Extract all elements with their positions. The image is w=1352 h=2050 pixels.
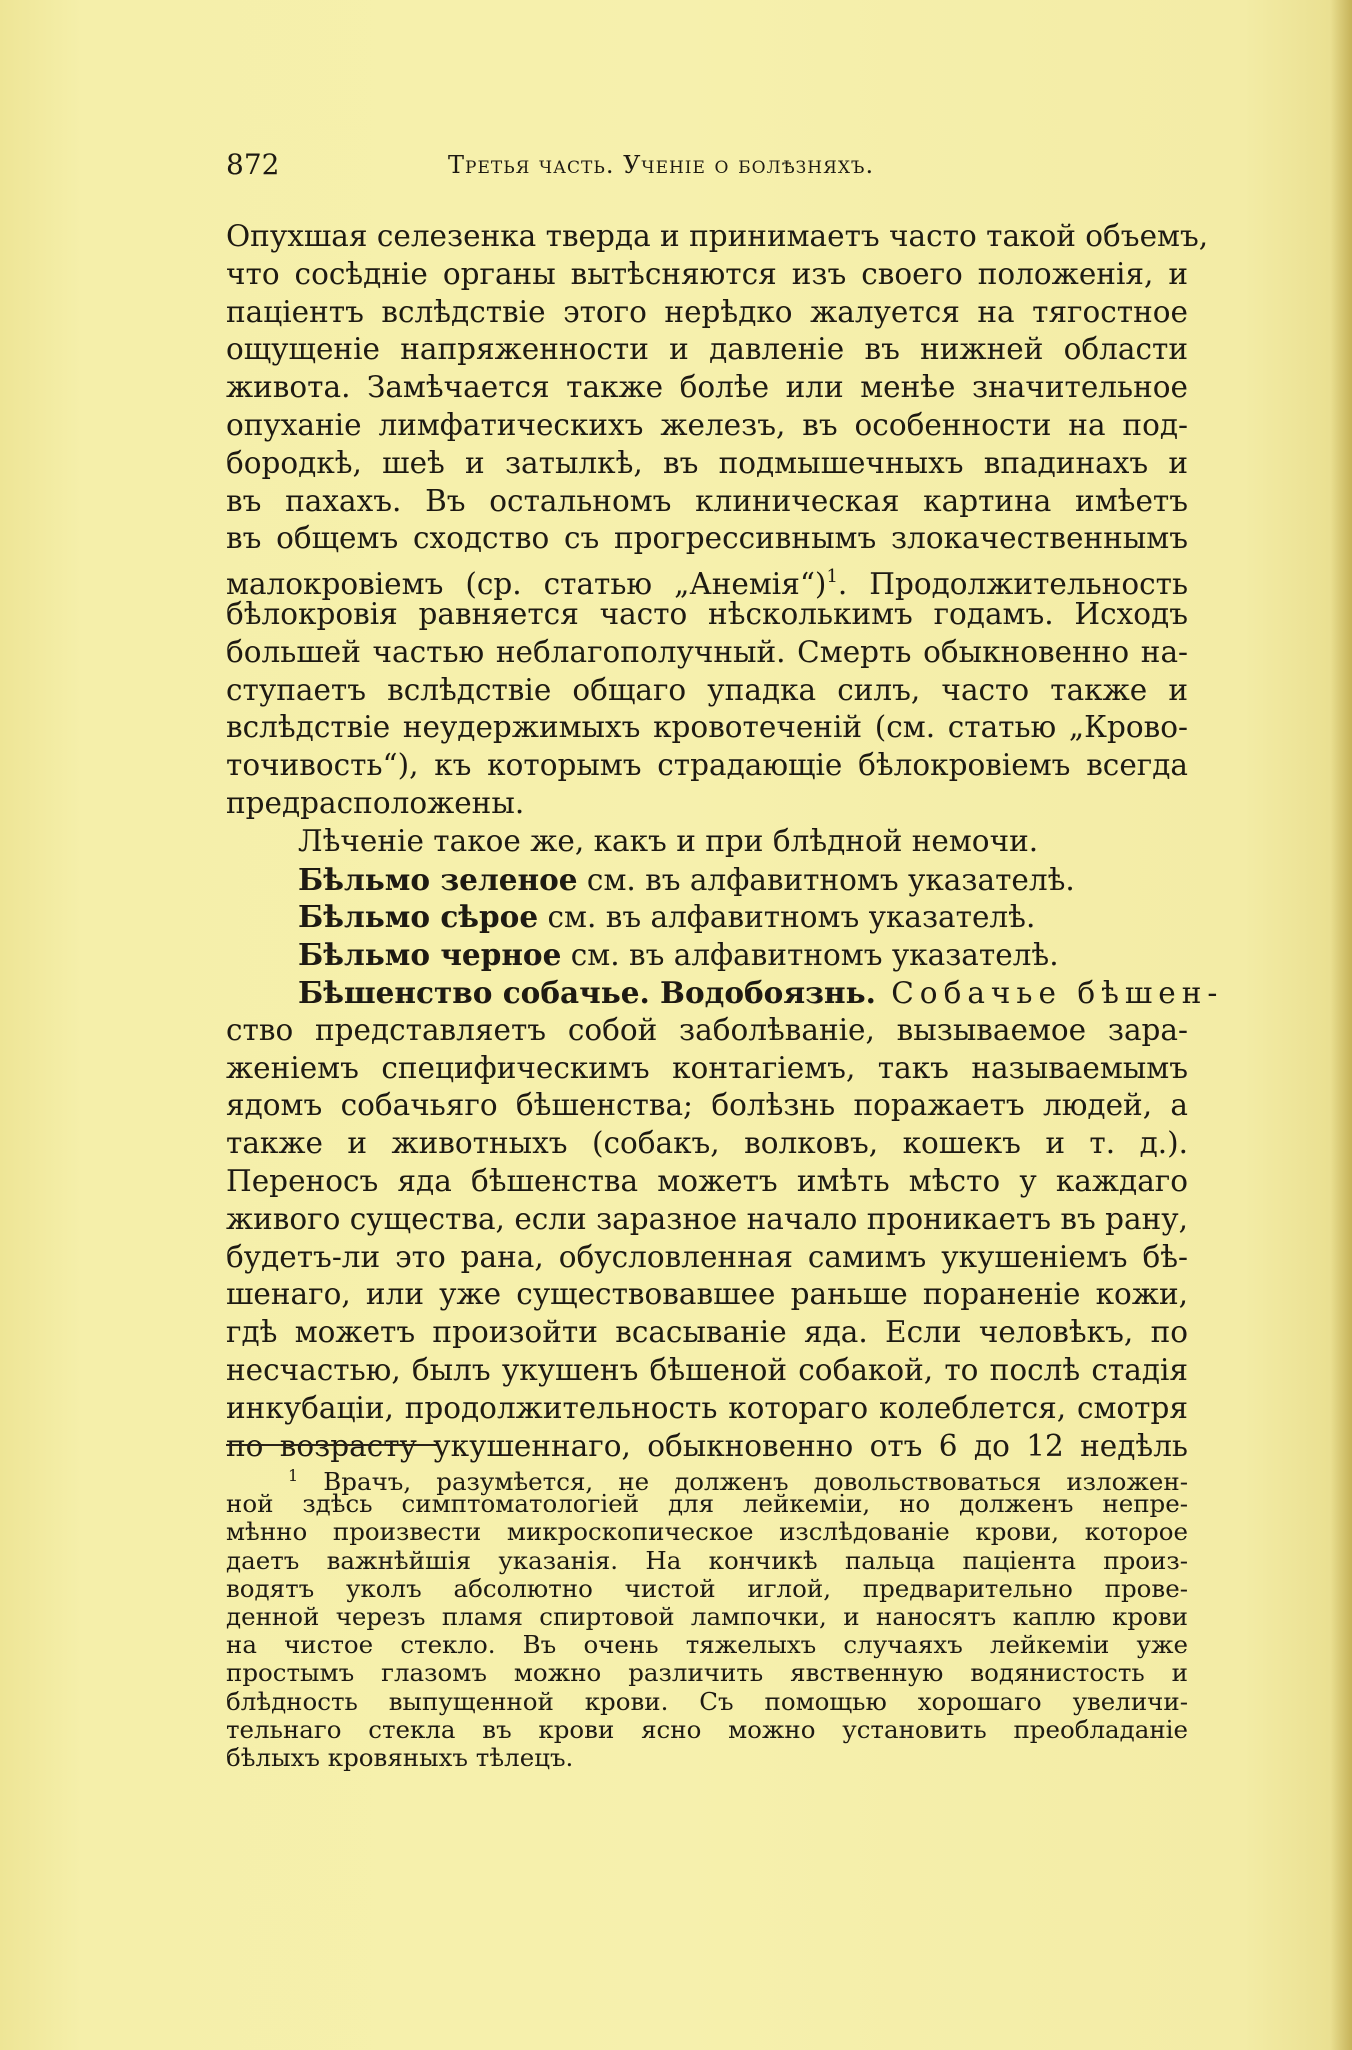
footnote-line: тельнаго стекла въ крови ясно можно установить преобладаніе bbox=[226, 1714, 1188, 1744]
text-line: ступаетъ вслѣдствіе общаго упадка силъ, часто также и bbox=[226, 672, 1188, 707]
text-line: шенаго, или уже существовавшее раньше пораненіе кожи, bbox=[226, 1277, 1188, 1312]
text-line: паціентъ вслѣдствіе этого нерѣдко жалуется на тягостное bbox=[226, 294, 1188, 329]
text-segment: малокровіемъ (ср. статью „Анемія“) bbox=[226, 567, 827, 602]
text-line: точивость“), къ которымъ страдающіе бѣлокровіемъ всегда bbox=[226, 748, 1188, 783]
text-line: въ общемъ сходство съ прогрессивнымъ злокачественнымъ bbox=[226, 521, 1188, 556]
text-line: будетъ-ли это рана, обусловленная самимъ укушеніемъ бѣ- bbox=[226, 1239, 1188, 1274]
text-line: Опухшая селезенка тверда и принимаетъ часто такой объемъ, bbox=[226, 219, 1209, 253]
text-line: живота. Замѣчается также болѣе или менѣе значительное bbox=[226, 370, 1188, 405]
page-header bbox=[226, 148, 1226, 188]
text-line: бородкѣ, шеѣ и затылкѣ, въ подмышечныхъ впадинахъ и bbox=[226, 445, 1188, 480]
entry-reference: см. въ алфавитномъ указателѣ. bbox=[538, 900, 1036, 935]
footnote-line: мѣнно произвести микроскопическое изслѣдованіе крови, которое bbox=[226, 1517, 1188, 1547]
entry-cataract-black bbox=[226, 936, 1188, 974]
text-line: несчастью, былъ укушенъ бѣшеной собакой, то послѣ стадія bbox=[226, 1352, 1188, 1387]
text-line: ство представляетъ собой заболѣваніе, вызываемое зара- bbox=[226, 1012, 1188, 1047]
entry-term: Бѣльмо сѣрое bbox=[298, 899, 539, 935]
text-line: ощущеніе напряженности и давленіе въ нижней области bbox=[226, 332, 1188, 367]
text-line: бѣлокровія равняется часто нѣсколькимъ годамъ. Исходъ bbox=[226, 596, 1188, 631]
page-edge-shadow bbox=[1330, 0, 1352, 2050]
footnote-reference[interactable]: 1 bbox=[826, 566, 838, 588]
footnote bbox=[226, 1462, 1188, 1772]
spaced-text: Собачье бѣшен- bbox=[875, 975, 1224, 1010]
entry-reference: см. въ алфавитномъ указателѣ. bbox=[577, 862, 1075, 897]
text-line: гдѣ можетъ произойти всасываніе яда. Если человѣкъ, по bbox=[226, 1315, 1188, 1350]
text-line: по возрасту укушеннаго, обыкновенно отъ 6 до 12 недѣль bbox=[226, 1428, 1188, 1463]
entry-rabies-heading bbox=[226, 974, 1224, 1012]
footnote-line: даетъ важнѣйшія указанія. На кончикѣ пальца паціента произ- bbox=[226, 1545, 1188, 1575]
entry-term: Бѣльмо черное bbox=[298, 937, 562, 973]
footnote-line: денной черезъ пламя спиртовой лампочки, и наносятъ каплю крови bbox=[226, 1601, 1188, 1631]
footnote-line: ной здѣсь симптоматологіей для лейкеміи, но долженъ непре- bbox=[226, 1489, 1188, 1519]
page-number: 872 bbox=[226, 148, 280, 181]
footnote-line: бѣлыхъ кровяныхъ тѣлецъ. bbox=[226, 1742, 574, 1772]
text-line: предрасположены. bbox=[226, 785, 525, 820]
entry-term: Бѣшенство собачье. Водобоязнь. bbox=[298, 974, 876, 1010]
footnote-line: простымъ глазомъ можно различить явственную водянистость и bbox=[226, 1658, 1188, 1688]
footnote-line bbox=[226, 1462, 1188, 1496]
text-line: инкубаціи, продолжительность котораго колеблется, смотря bbox=[226, 1390, 1188, 1425]
text-segment: Врачъ, разумѣется, не долженъ довольствоваться изложен- bbox=[323, 1467, 1188, 1496]
treatment-line: Лѣченіе такое же, какъ и при блѣдной немочи. bbox=[298, 823, 1039, 858]
text-line: большей частью неблагополучный. Смерть обыкновенно на- bbox=[226, 634, 1188, 669]
footnote-line: блѣдность выпущенной крови. Съ помощью хорошаго увеличи- bbox=[226, 1686, 1188, 1716]
text-line-with-footnote-ref bbox=[226, 558, 1189, 602]
text-line: также и животныхъ (собакъ, волковъ, кошекъ и т. д.). bbox=[226, 1126, 1188, 1161]
footnote-line: водятъ уколъ абсолютно чистой иглой, предварительно прове- bbox=[226, 1573, 1188, 1603]
main-text bbox=[226, 218, 1224, 1465]
entry-cataract-grey bbox=[226, 898, 1188, 936]
entry-reference: см. въ алфавитномъ указателѣ. bbox=[561, 938, 1059, 973]
text-line: вслѣдствіе неудержимыхъ кровотеченій (см. статью „Крово- bbox=[226, 710, 1188, 745]
text-line: ядомъ собачьяго бѣшенства; болѣзнь поражаетъ людей, а bbox=[226, 1088, 1188, 1123]
running-head: Третья часть. Ученіе о болѣзняхъ. bbox=[448, 151, 875, 179]
text-segment: . Продолжительность bbox=[837, 567, 1189, 602]
entry-cataract-green bbox=[226, 861, 1188, 899]
footnote-line: на чистое стекло. Въ очень тяжелыхъ случаяхъ лейкеміи уже bbox=[226, 1630, 1188, 1660]
entry-term: Бѣльмо зеленое bbox=[298, 861, 578, 897]
text-line: живого существа, если заразное начало проникаетъ въ рану, bbox=[226, 1201, 1188, 1236]
text-line: Переносъ яда бѣшенства можетъ имѣть мѣсто у каждаго bbox=[226, 1163, 1188, 1198]
text-line: въ пахахъ. Въ остальномъ клиническая картина имѣетъ bbox=[226, 483, 1188, 518]
text-line: опуханіе лимфатическихъ железъ, въ особенности на под- bbox=[226, 407, 1188, 442]
text-line: женіемъ специфическимъ контагіемъ, такъ называемымъ bbox=[226, 1050, 1188, 1085]
text-line: что сосѣдніе органы вытѣсняются изъ своего положенія, и bbox=[226, 256, 1188, 291]
footnote-divider bbox=[226, 1444, 438, 1446]
footnote-marker: 1 bbox=[288, 1466, 299, 1485]
